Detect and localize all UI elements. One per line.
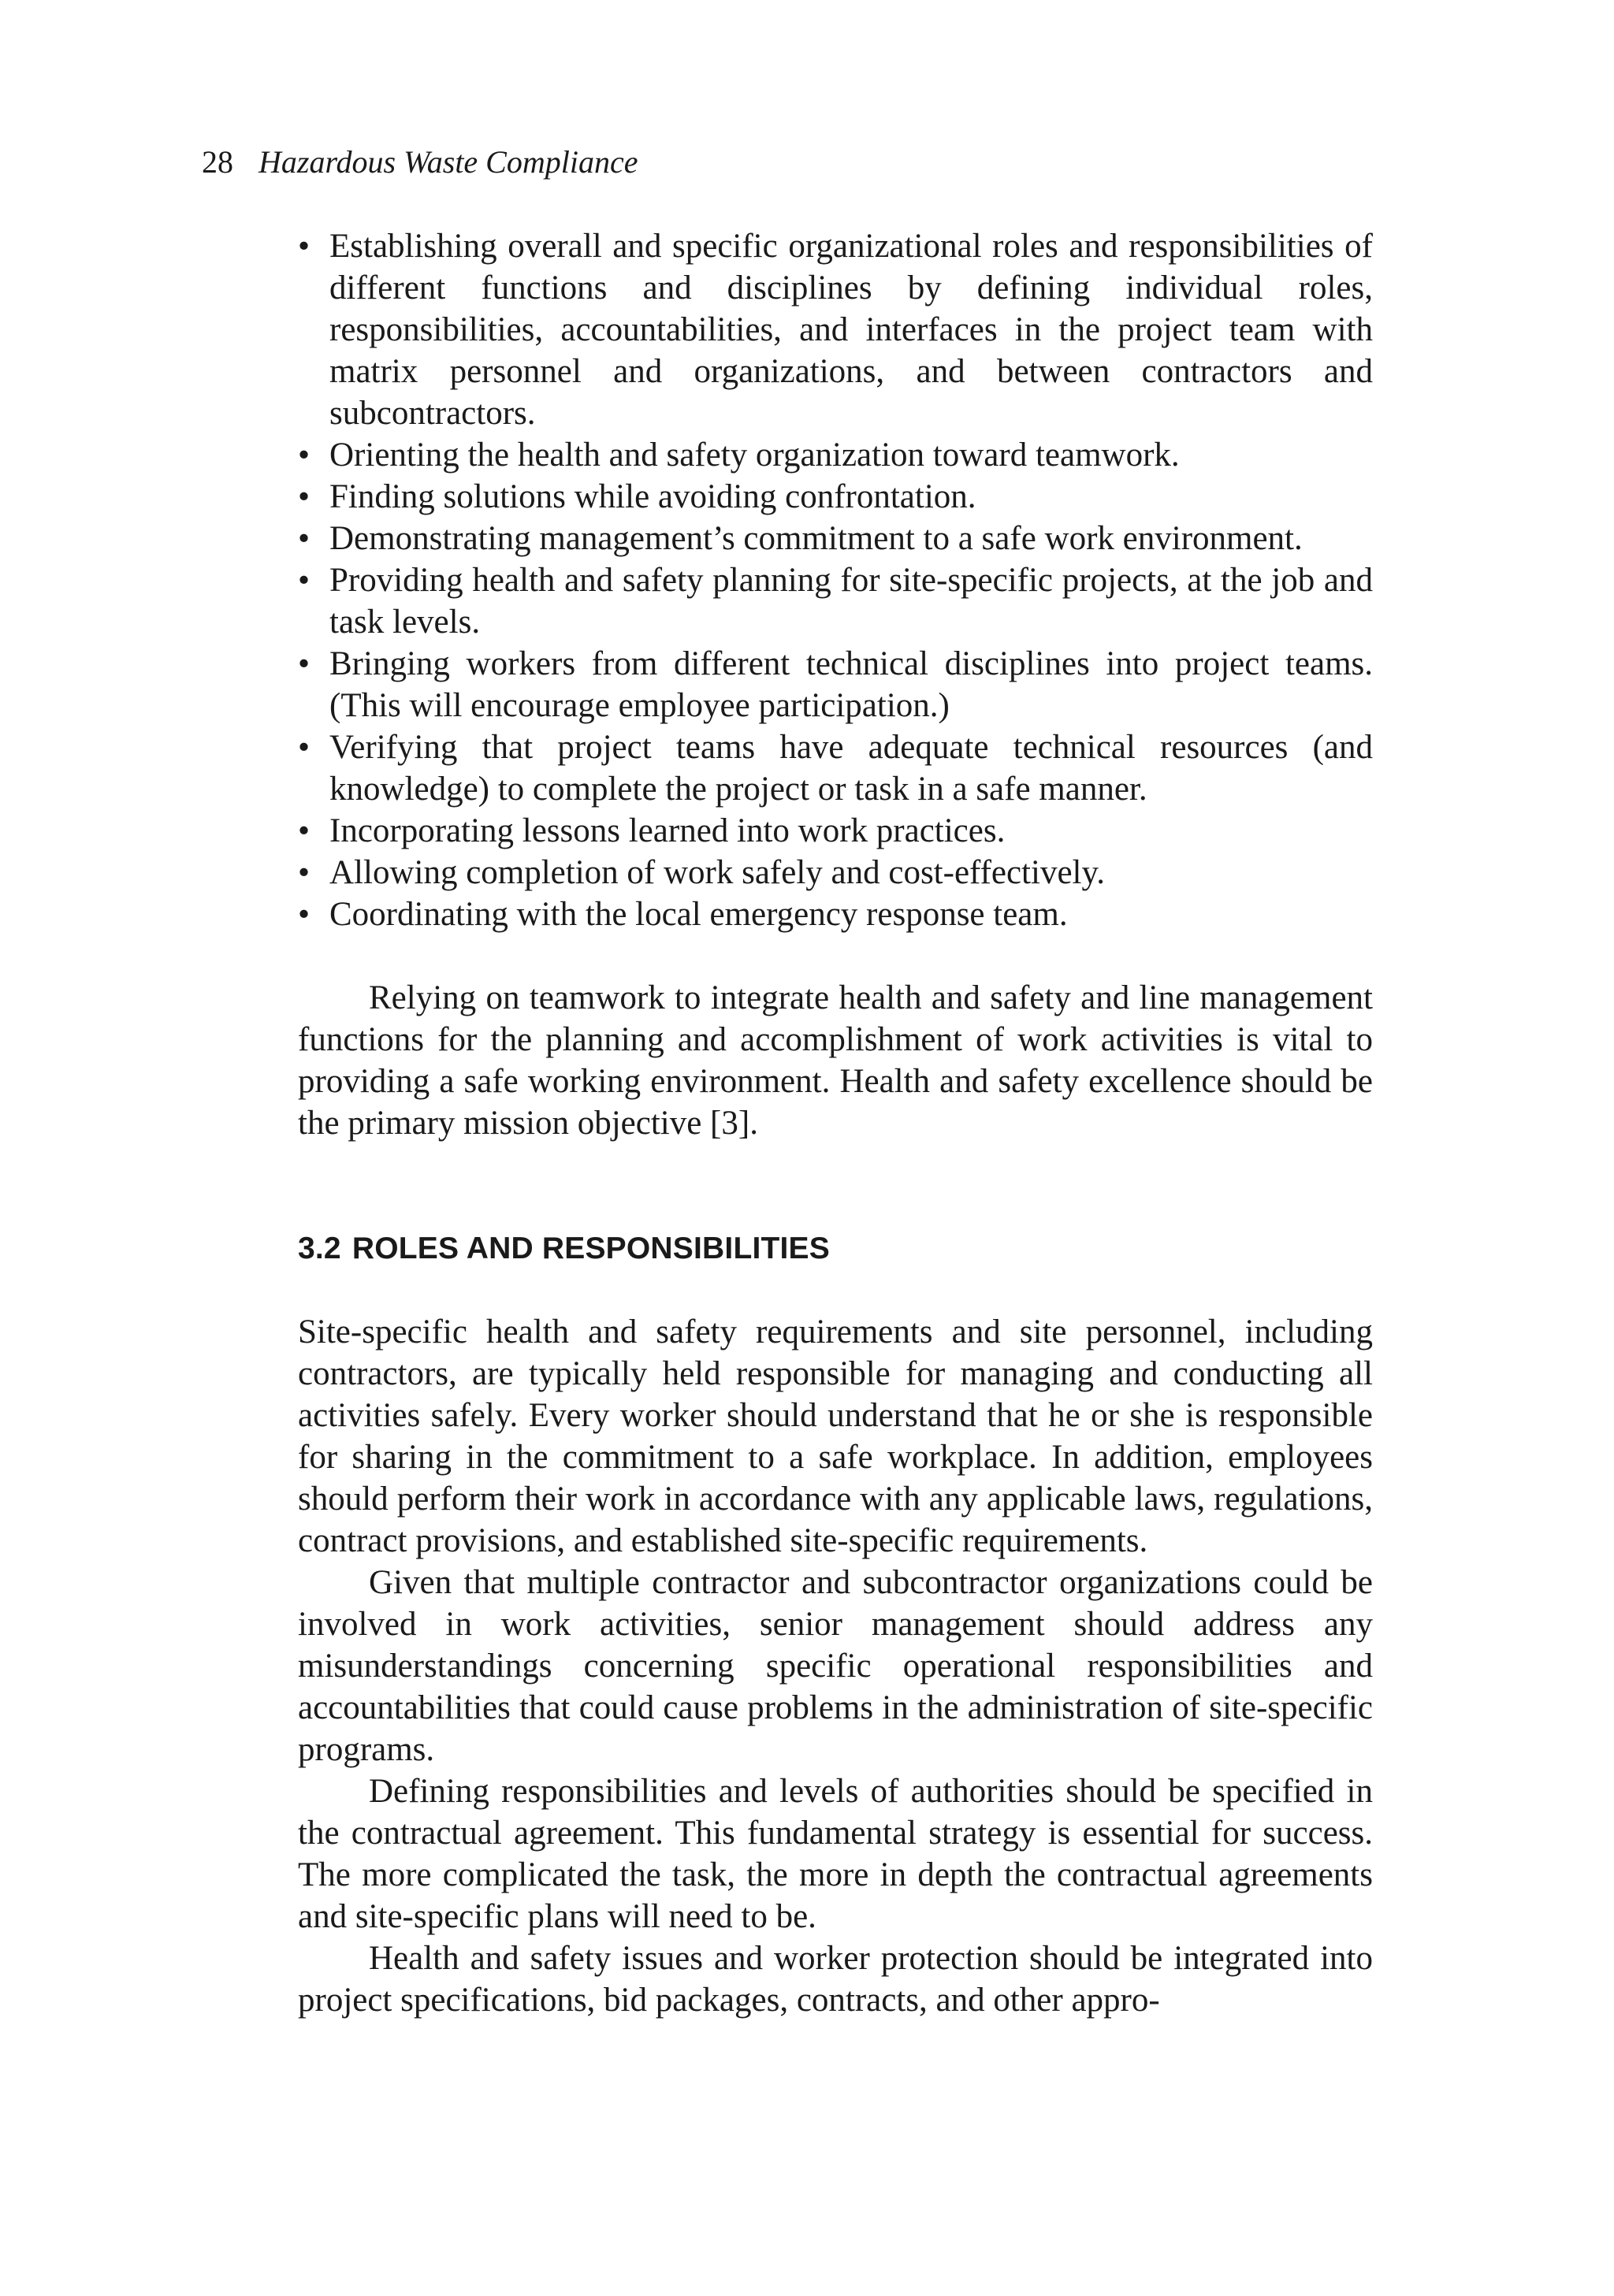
section-paragraph: Defining responsibilities and levels of authorities should be specified in the contractual agreement. This fundamental strategy is essential for success. The more complicated the task, the more in depth the contractual agreements and site-specific plans will need to be.	[298, 1773, 1373, 1935]
bullet-item: • Incorporating lessons learned into work practices.	[298, 810, 1373, 852]
bullet-item: • Demonstrating management’s commitment to a safe work environment.	[298, 518, 1373, 559]
bullet-item: • Providing health and safety planning for site-specific projects, at the job and task levels.	[298, 559, 1373, 643]
bullet-list	[298, 225, 1373, 935]
bullet-item: • Finding solutions while avoiding confrontation.	[298, 476, 1373, 518]
bullet-item: • Bringing workers from different technical disciplines into project teams. (This will encourage employee participation.)	[298, 643, 1373, 726]
section-paragraph: Given that multiple contractor and subcontractor organizations could be involved in work activities, senior management should address any misunderstandings concerning specific operational responsibilities and accountabilities that could cause problems in the administration of site-specific programs.	[298, 1564, 1373, 1768]
book-title: Hazardous Waste Compliance	[258, 144, 638, 180]
section-title: ROLES AND RESPONSIBILITIES	[351, 1232, 830, 1265]
bullet-item: • Coordinating with the local emergency response team.	[298, 894, 1373, 935]
spacer	[298, 935, 1373, 977]
bullet-item: • Allowing completion of work safely and cost-effectively.	[298, 852, 1373, 894]
intro-paragraph: Relying on teamwork to integrate health and safety and line management functions for the planning and accomplishment of work activities is vital to providing a safe working environment. Health and safety excellence should be the primary mission objective [3].	[298, 979, 1373, 1142]
section-paragraph: Site-specific health and safety requirements and site personnel, including contractors, are typically held responsible for managing and conducting all activities safely. Every worker should understand that he or she is responsible for sharing in the commitment to a safe workplace. In addition, employees should perform their work in accordance with any applicable laws, regulations, contract provisions, and established site-specific requirements.	[298, 1313, 1373, 1559]
bullet-item: • Orienting the health and safety organization toward teamwork.	[298, 434, 1373, 476]
body-text	[298, 225, 1373, 2021]
running-head	[202, 142, 638, 183]
section-number: 3.2	[298, 1232, 341, 1265]
section-heading	[298, 1228, 1373, 1269]
page-number: 28	[202, 144, 233, 180]
section-paragraph: Health and safety issues and worker protection should be integrated into project specifications, bid packages, contracts, and other appro-	[298, 1940, 1373, 2019]
bullet-item: • Verifying that project teams have adequate technical resources (and knowledge) to complete the project or task in a safe manner.	[298, 726, 1373, 810]
bullet-item: • Establishing overall and specific organizational roles and responsibilities of different functions and disciplines by defining individual roles, responsibilities, accountabilities, and interfaces in the project team with matrix personnel and organizations, and between contractors and subcontractors.	[298, 225, 1373, 434]
